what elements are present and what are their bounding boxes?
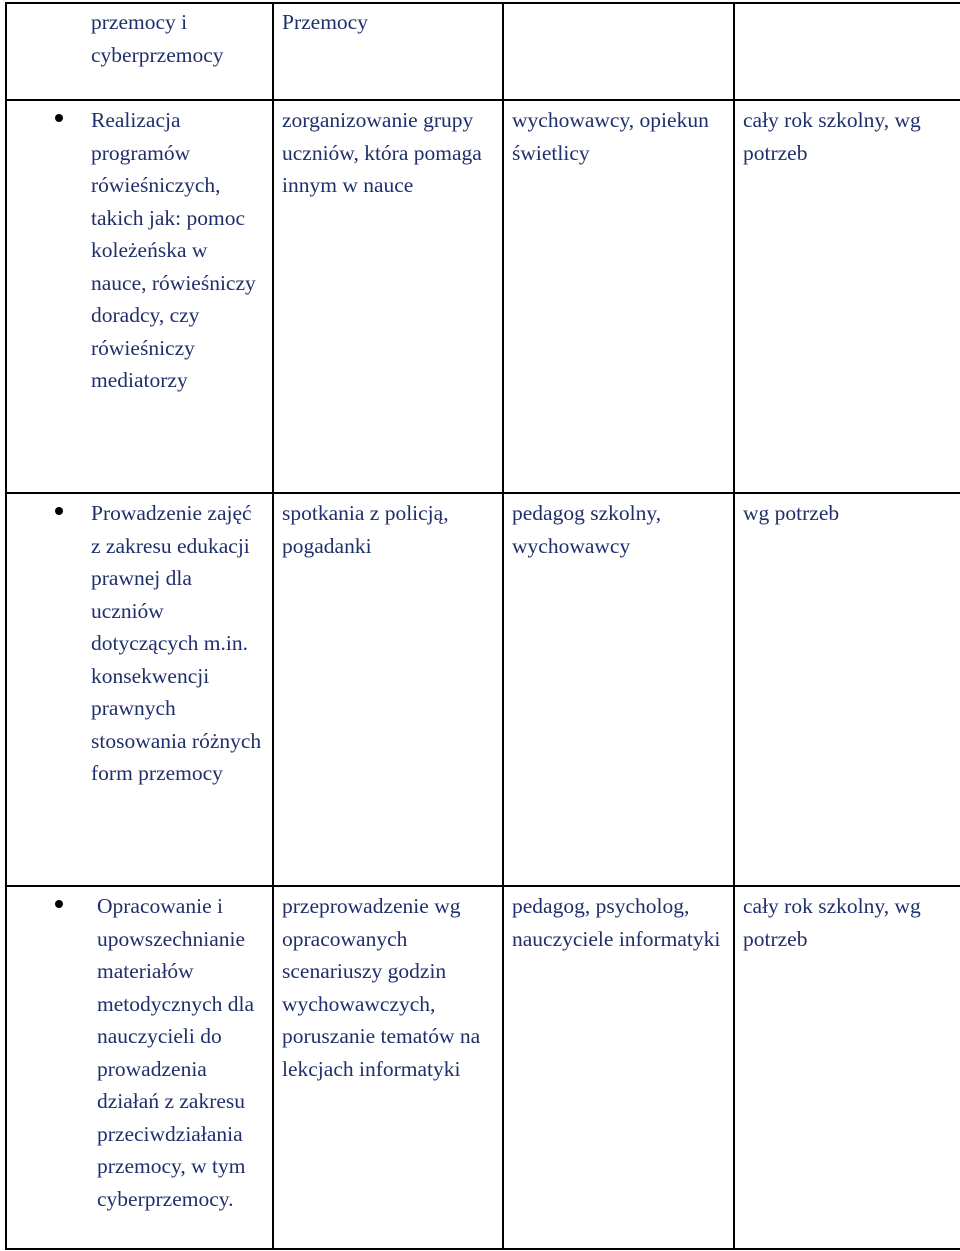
method-text: zorganizowanie grupy uczniów, która pomaga innym w nauce	[282, 108, 482, 197]
responsible-cell	[503, 886, 734, 1249]
method-cell	[273, 886, 503, 1249]
bullet-icon	[55, 900, 63, 908]
deadline-cell	[734, 100, 960, 493]
table-row	[6, 100, 960, 493]
bullet-icon	[55, 114, 63, 122]
method-cell	[273, 3, 503, 100]
task-text: Realizacja programów rówieśniczych, takich jak: pomoc koleżeńska w nauce, rówieśniczy doradcy, czy rówieśniczy mediatorzy	[91, 108, 256, 392]
task-text: Opracowanie i upowszechnianie materiałów metodycznych dla nauczycieli do prowadzenia działań z zakresu przeciwdziałania przemocy, w tym cyberprzemocy.	[97, 894, 255, 1211]
responsible-text: wychowawcy, opiekun świetlicy	[512, 108, 709, 165]
task-cell	[6, 886, 273, 1249]
task-text: Prowadzenie zajęć z zakresu edukacji prawnej dla uczniów dotyczących m.in. konsekwencji prawnych stosowania różnych form przemocy	[91, 501, 262, 785]
program-table	[5, 2, 960, 1250]
table-row	[6, 493, 960, 886]
responsible-cell	[503, 3, 734, 100]
deadline-text: cały rok szkolny, wg potrzeb	[743, 108, 921, 165]
responsible-cell	[503, 100, 734, 493]
deadline-text: cały rok szkolny, wg potrzeb	[743, 894, 921, 951]
deadline-cell	[734, 493, 960, 886]
task-cell	[6, 100, 273, 493]
responsible-cell	[503, 493, 734, 886]
deadline-text: wg potrzeb	[743, 501, 840, 525]
responsible-text: pedagog szkolny, wychowawcy	[512, 501, 662, 558]
method-cell	[273, 493, 503, 886]
task-cell	[6, 3, 273, 100]
method-text: spotkania z policją, pogadanki	[282, 501, 449, 558]
table-row	[6, 3, 960, 100]
method-cell	[273, 100, 503, 493]
method-text: Przemocy	[282, 10, 368, 34]
bullet-icon	[55, 507, 63, 515]
task-text: przemocy i cyberprzemocy	[91, 10, 224, 67]
table-row	[6, 886, 960, 1249]
deadline-cell	[734, 3, 960, 100]
task-cell	[6, 493, 273, 886]
deadline-cell	[734, 886, 960, 1249]
responsible-text: pedagog, psycholog, nauczyciele informatyki	[512, 894, 721, 951]
method-text: przeprowadzenie wg opracowanych scenariuszy godzin wychowawczych, poruszanie tematów na lekcjach informatyki	[282, 894, 481, 1081]
